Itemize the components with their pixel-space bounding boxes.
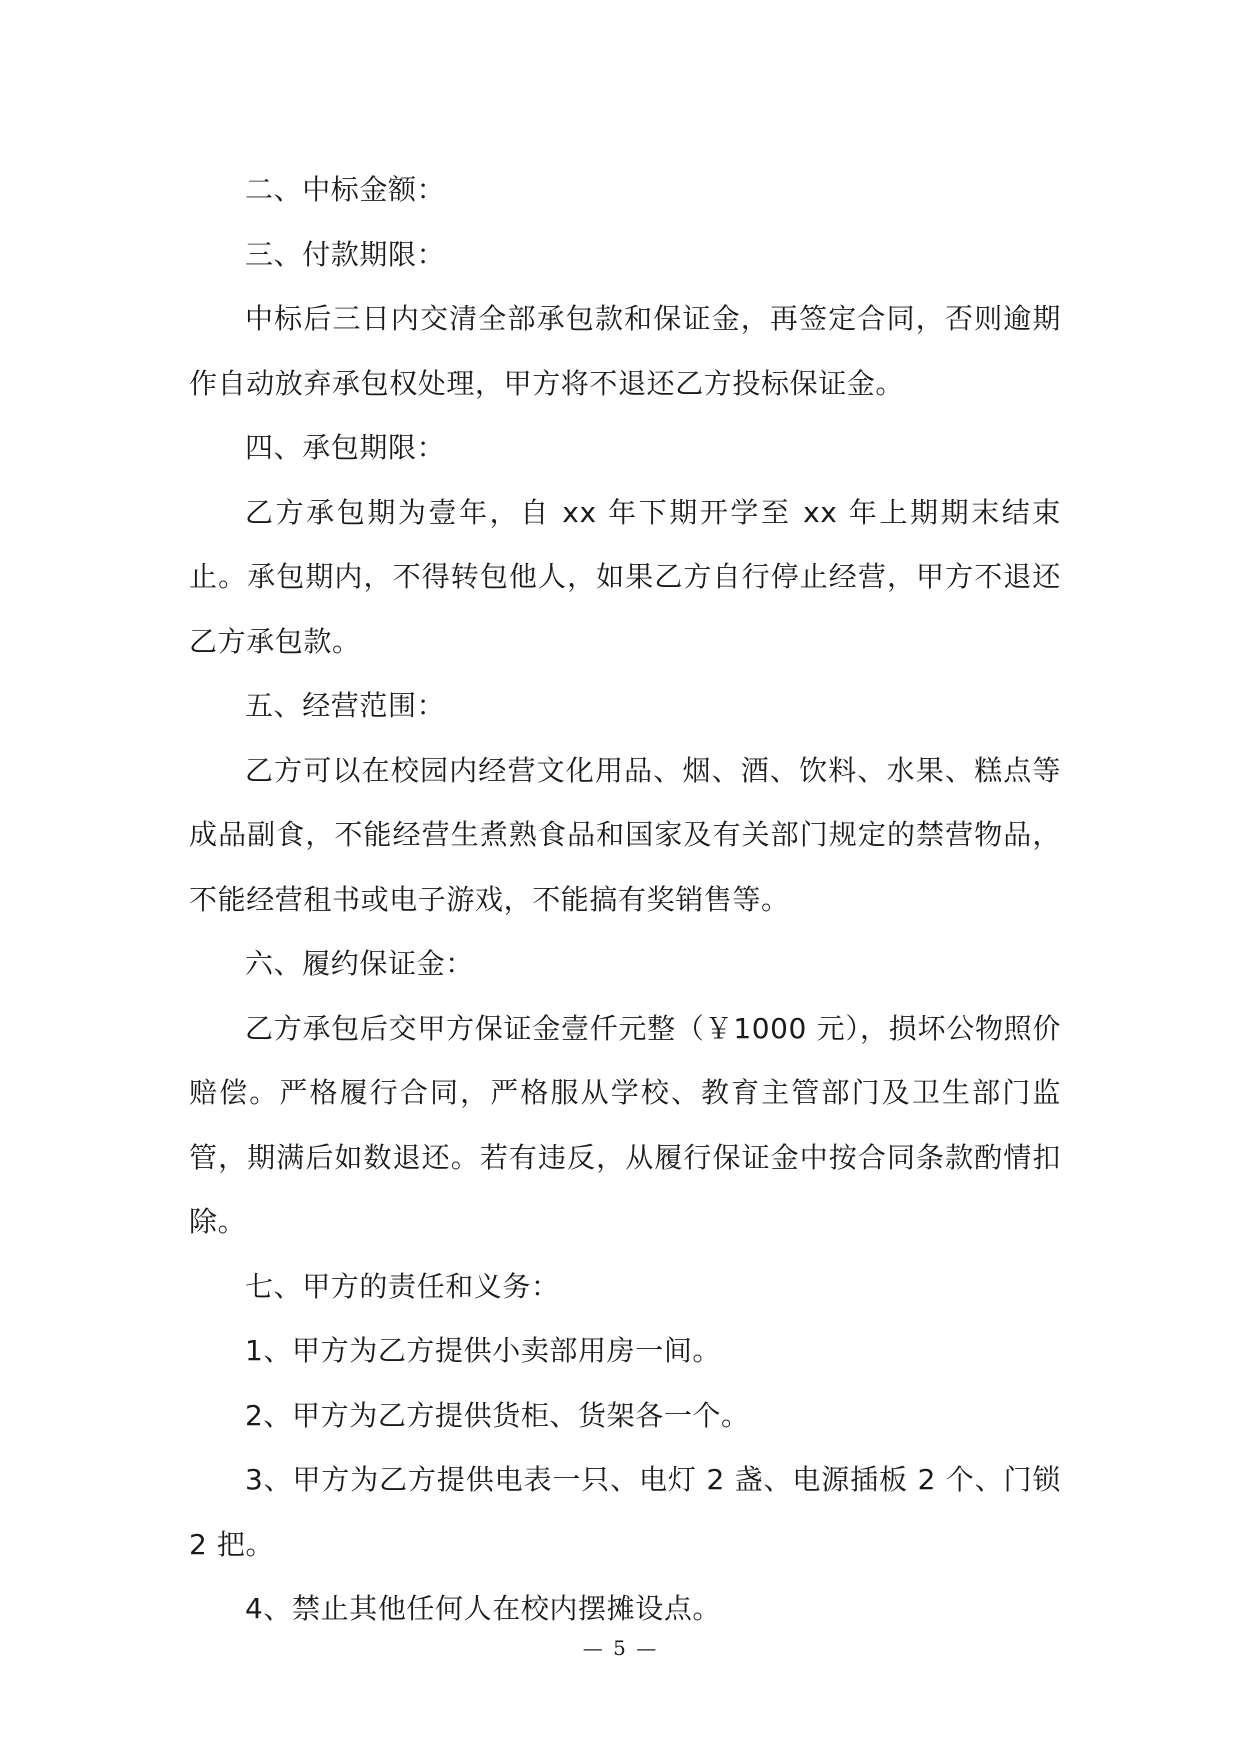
- section-heading-performance-deposit: 六、履约保证金：: [245, 947, 474, 980]
- section-heading-contract-period: 四、承包期限：: [245, 431, 446, 464]
- list-item-duty-3: 3、甲方为乙方提供电表一只、电灯 2 盏、电源插板 2 个、门锁 2 把。: [189, 1463, 1061, 1561]
- page-number: — 5 —: [582, 1636, 659, 1660]
- paragraph-business-scope: 乙方可以在校园内经营文化用品、烟、酒、饮料、水果、糕点等成品副食，不能经营生煮熟食品和国家及有关部门规定的禁营物品，不能经营租书或电子游戏，不能搞有奖销售等。: [189, 753, 1061, 916]
- paragraph-contract-period: 乙方承包期为壹年，自 xx 年下期开学至 xx 年上期期末结束止。承包期内，不得转包他人，如果乙方自行停止经营，甲方不退还乙方承包款。: [189, 495, 1061, 658]
- paragraph-performance-deposit: 乙方承包后交甲方保证金壹仟元整（￥1000 元），损坏公物照价赔偿。严格履行合同，严格服从学校、教育主管部门及卫生部门监管，期满后如数退还。若有违反，从履行保证金中按合同条款酌情扣除。: [189, 1011, 1061, 1238]
- section-heading-payment-deadline: 三、付款期限：: [245, 237, 446, 271]
- section-heading-party-a-duties: 七、甲方的责任和义务：: [245, 1269, 560, 1303]
- paragraph-payment-terms: 中标后三日内交清全部承包款和保证金，再签定合同，否则逾期作自动放弃承包权处理，甲方将不退还乙方投标保证金。: [189, 302, 1061, 400]
- list-item-duty-4: 4、禁止其他任何人在校内摆摊设点。: [245, 1592, 722, 1625]
- document-body: [189, 158, 1061, 1642]
- section-heading-bid-amount: 二、中标金额：: [245, 173, 446, 206]
- list-item-duty-2: 2、甲方为乙方提供货柜、货架各一个。: [245, 1398, 750, 1432]
- section-heading-business-scope: 五、经营范围：: [245, 689, 446, 722]
- list-item-duty-1: 1、甲方为乙方提供小卖部用房一间。: [245, 1334, 722, 1367]
